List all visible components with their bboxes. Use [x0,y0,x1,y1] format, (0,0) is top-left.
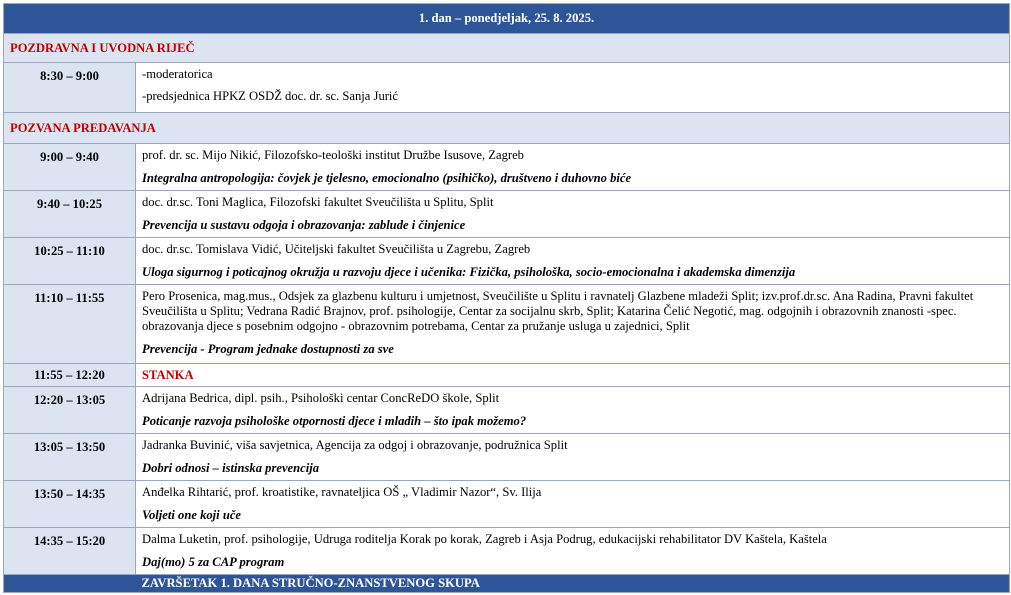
speaker: doc. dr.sc. Toni Maglica, Filozofski fakultet Sveučilišta u Splitu, Split [142,195,494,209]
time-label: 12:20 – 13:05 [33,393,106,407]
content-cell [136,481,1010,528]
break-row [4,364,1010,387]
schedule-row [4,387,1010,434]
speaker: Dalma Luketin, prof. psihologije, Udruga roditelja Korak po korak, Zagreb i Asja Podrug, edukacijski rehabilitator DV Kaštela, Kaštela [142,532,827,546]
section-row [4,34,1010,63]
content-cell [136,144,1010,191]
time-label: 14:35 – 15:20 [33,534,106,548]
time-label: 11:10 – 11:55 [34,291,105,305]
schedule-row [4,528,1010,575]
schedule-row [4,238,1010,285]
closing-label: ZAVRŠETAK 1. DANA STRUČNO-ZNANSTVENOG SKUPA [136,575,1010,593]
section-row [4,113,1010,144]
schedule-row [4,144,1010,191]
time-cell [4,481,136,528]
schedule-row [4,63,1010,113]
time-cell [4,528,136,575]
content-cell [136,364,1010,387]
time-cell [4,63,136,113]
time-cell [4,434,136,481]
lecture-title: Daj(mo) 5 za CAP program [142,555,285,569]
content-cell [136,434,1010,481]
time-label: 8:30 – 9:00 [40,69,99,83]
time-label: 9:40 – 10:25 [36,197,103,211]
time-cell [4,364,136,387]
time-cell [4,144,136,191]
section-title-invited: POZVANA PREDAVANJA [4,113,1010,144]
speaker: Anđelka Rihtarić, prof. kroatistike, ravnateljica OŠ „ Vladimir Nazor“, Sv. Ilija [142,485,542,499]
time-label: 9:00 – 9:40 [40,150,99,164]
program-table [3,3,1010,593]
schedule-row [4,191,1010,238]
content-cell [136,191,1010,238]
time-cell [4,387,136,434]
time-label: 13:05 – 13:50 [33,440,106,454]
content-cell [136,387,1010,434]
lecture-title: Dobri odnosi – istinska prevencija [142,461,320,475]
time-cell [4,238,136,285]
time-label: 13:50 – 14:35 [33,487,106,501]
speaker: Adrijana Bedrica, dipl. psih., Psihološki centar ConcReDO škole, Split [142,391,500,405]
lecture-title: Poticanje razvoja psihološke otpornosti djece i mladih – što ipak možemo? [142,414,527,428]
lecture-title: Prevencija - Program jednake dostupnosti za sve [142,342,394,356]
section-title-welcome: POZDRAVNA I UVODNA RIJEČ [4,34,1010,63]
lecture-title: Voljeti one koji uče [142,508,241,522]
footer-row [4,575,1010,593]
lecture-title: Prevencija u sustavu odgoja i obrazovanja: zablude i činjenice [142,218,466,232]
lecture-title: Integralna antropologija: čovjek je tjelesno, emocionalno (psihičko), društveno i duhovno biće [142,171,632,185]
opening-line-1: -moderatorica [142,67,213,81]
break-label: STANKA [142,368,194,382]
schedule-row [4,434,1010,481]
schedule-row [4,481,1010,528]
time-label: 11:55 – 12:20 [34,368,105,382]
time-cell [4,285,136,364]
footer-spacer [4,575,136,593]
content-cell [136,528,1010,575]
content-cell [136,285,1010,364]
schedule-row [4,285,1010,364]
speaker: Pero Prosenica, mag.mus., Odsjek za glazbenu kulturu i umjetnost, Sveučilište u Splitu i ravnatelj Glazbene mladeži Split; izv.prof.dr.sc. Ana Radina, Pravni fakultet Sveučilišta u Splitu; Vedrana Radić Brajnov, prof. psihologije, Centar za socijalnu skrb, Split; Katarina Čelić Negotić, mag. odgojnih i obrazovnih znanosti -spec. obrazovanja djece s posebnim odgojno - obrazovnim potrebama, Centar za pružanje usluga u zajednici, Split [142,289,974,333]
time-cell [4,191,136,238]
time-label: 10:25 – 11:10 [34,244,105,258]
speaker: prof. dr. sc. Mijo Nikić, Filozofsko-teološki institut Družbe Isusove, Zagreb [142,148,524,162]
opening-line-2: -predsjednica HPKZ OSDŽ doc. dr. sc. Sanja Jurić [142,89,399,103]
speaker: doc. dr.sc. Tomislava Vidić, Učiteljski fakultet Sveučilišta u Zagrebu, Zagreb [142,242,531,256]
content-cell [136,63,1010,113]
day-header: 1. dan – ponedjeljak, 25. 8. 2025. [4,4,1010,34]
day-header-row [4,4,1010,34]
content-cell [136,238,1010,285]
lecture-title: Uloga sigurnog i poticajnog okružja u razvoju djece i učenika: Fizička, psihološka, socio-emocionalna i akademska dimenzija [142,265,796,279]
speaker: Jadranka Buvinić, viša savjetnica, Agencija za odgoj i obrazovanje, podružnica Split [142,438,568,452]
